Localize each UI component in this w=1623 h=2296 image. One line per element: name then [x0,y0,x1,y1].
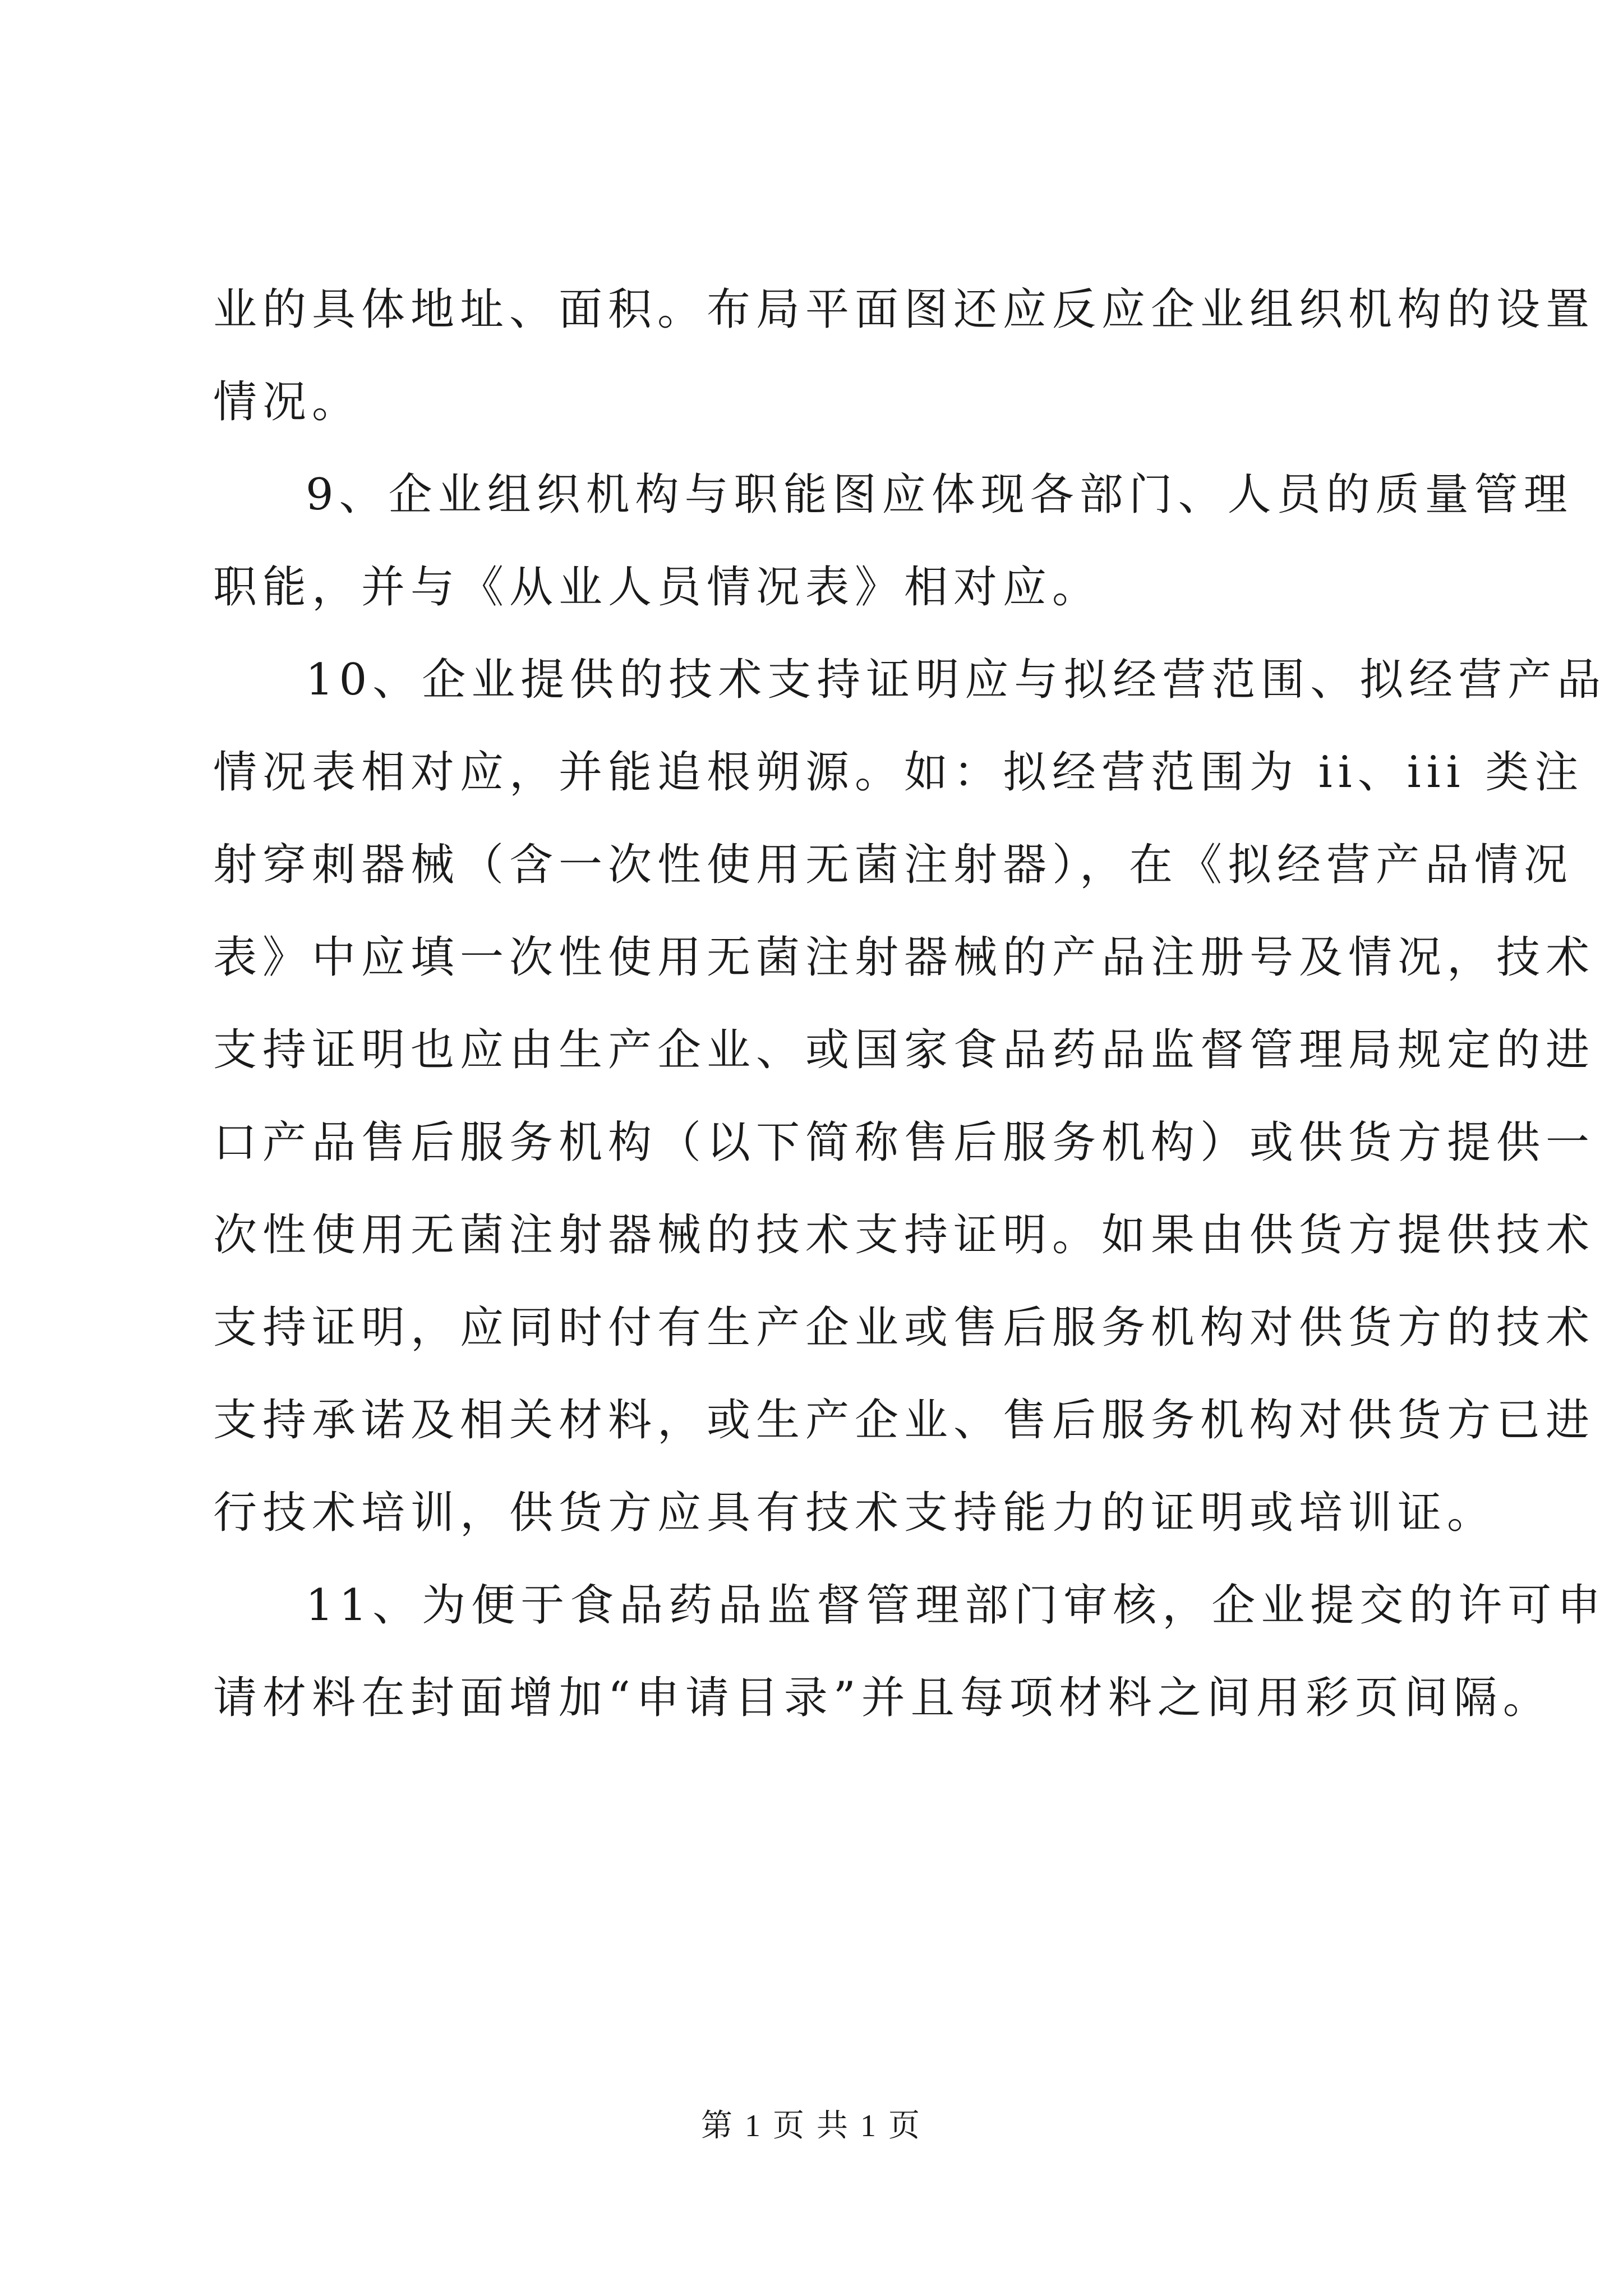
text-line: 行技术培训，供货方应具有技术支持能力的证明或培训证。 [213,1488,1497,1538]
text-line: 射穿刺器械（含一次性使用无菌注射器），在《拟经营产品情况 [213,840,1574,890]
text-line: 情况表相对应，并能追根朔源。如：拟经营范围为 ii、iii 类注 [213,747,1584,798]
text-line: 口产品售后服务机构（以下简称售后服务机构）或供货方提供一 [213,1117,1596,1168]
text-line: 支持承诺及相关材料，或生产企业、售后服务机构对供货方已进 [213,1395,1596,1446]
text-line: 请材料在封面增加“申请目录”并且每项材料之间用彩页间隔。 [213,1673,1552,1723]
text-line: 支持证明也应由生产企业、或国家食品药品监督管理局规定的进 [213,1025,1596,1075]
text-line: 11、为便于食品药品监督管理部门审核，企业提交的许可申 [306,1580,1607,1631]
text-line: 业的具体地址、面积。布局平面图还应反应企业组织机构的设置 [213,284,1596,335]
text-line: 表》中应填一次性使用无菌注射器械的产品注册号及情况，技术 [213,932,1596,983]
text-line: 次性使用无菌注射器械的技术支持证明。如果由供货方提供技术 [213,1210,1596,1260]
document-body [213,264,1607,1745]
text-line: 9、企业组织机构与职能图应体现各部门、人员的质量管理 [306,470,1573,520]
text-line: 情况。 [213,377,362,427]
text-line: 支持证明，应同时付有生产企业或售后服务机构对供货方的技术 [213,1303,1596,1353]
text-line: 10、企业提供的技术支持证明应与拟经营范围、拟经营产品 [306,655,1607,705]
text-line: 职能，并与《从业人员情况表》相对应。 [213,562,1102,613]
page-footer: 第 1 页 共 1 页 [701,2109,922,2143]
